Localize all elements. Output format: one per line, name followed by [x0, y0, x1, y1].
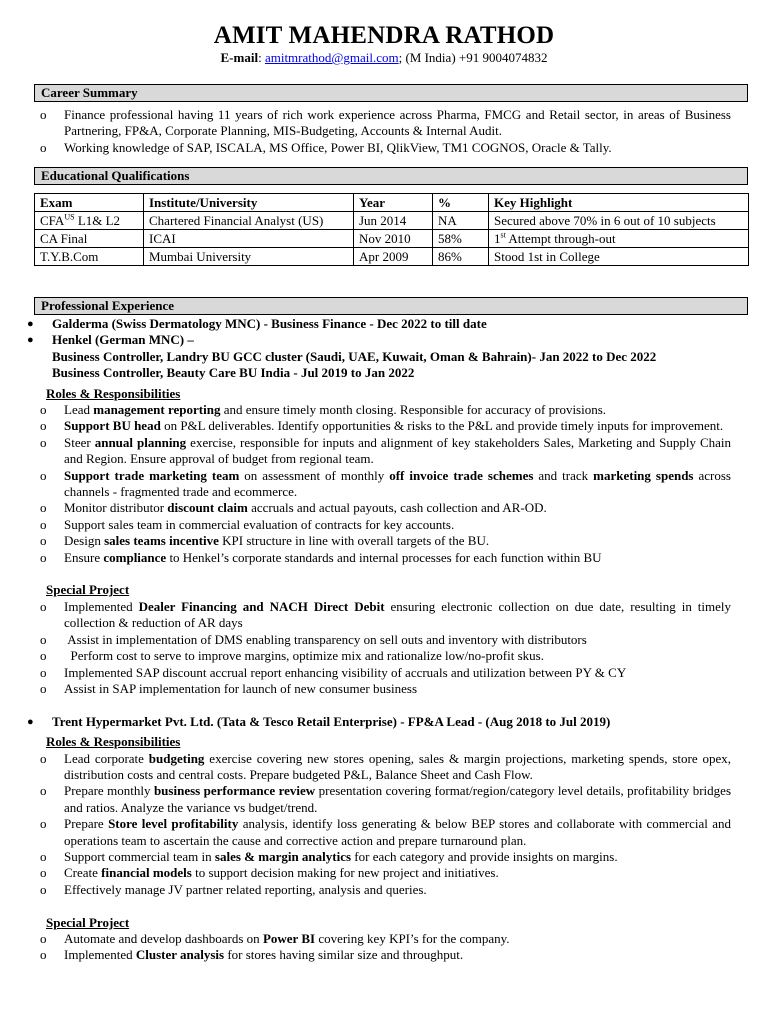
bold-phrase: budgeting — [148, 750, 205, 766]
list-item — [0, 882, 768, 898]
hollow-bullet: o — [40, 750, 47, 766]
bold-phrase: annual planning — [94, 434, 187, 450]
item-text — [64, 402, 606, 417]
hollow-bullet: o — [40, 107, 47, 122]
henkel-role-line: Business Controller, Landry BU GCC cluster (Saudi, UAE, Kuwait, Oman & Bahrain)- Jan 2022 to Dec 2022 — [52, 348, 657, 364]
exam-cell-superscript: US — [64, 212, 75, 222]
item-text — [64, 865, 499, 880]
column-header: Institute/University — [144, 194, 354, 212]
bold-phrase: financial models — [101, 865, 192, 881]
column-header: Exam — [35, 194, 144, 212]
roles-heading: Roles & Responsibilities — [46, 734, 181, 750]
exam-cell-text: CFA — [40, 213, 65, 228]
highlight-cell-text: Secured above 70% in 6 out of 10 subjects — [494, 213, 716, 228]
hollow-bullet: o — [40, 881, 47, 897]
bold-phrase: Power BI — [262, 930, 316, 946]
semicolon-separator: ; — [398, 50, 406, 65]
hollow-bullet: o — [40, 930, 47, 946]
text-run: to support decision making for new project and initiatives. — [191, 865, 499, 881]
hollow-bullet: o — [40, 139, 47, 155]
hollow-bullet: o — [40, 598, 47, 614]
bold-phrase: business performance review — [153, 783, 316, 799]
text-run: for each category and provide insights on margins. — [351, 848, 618, 864]
highlight-cell — [489, 248, 749, 266]
hollow-bullet: o — [40, 664, 47, 680]
text-run: presentation covering format/region/category level details, profitability bridges and ratios. Analyze the variance vs budget/trend. — [64, 783, 735, 815]
company-title: Henkel (German MNC) – — [52, 332, 194, 348]
item-text — [64, 435, 734, 466]
institute-cell: Chartered Financial Analyst (US) — [144, 212, 354, 230]
text-run: analysis, identify loss generating & below BEP stores and collaborate with commercial and operations team to ascertain the cause and corrective action and prepare turnaround plan. — [64, 816, 735, 848]
text-run: Implemented SAP discount accrual report enhancing visibility of accruals and utilization between PY & CY — [64, 664, 627, 680]
text-run: Prepare — [64, 816, 109, 832]
text-run: to Henkel’s corporate standards and internal processes for each function within BU — [166, 549, 602, 565]
list-item — [0, 947, 768, 963]
text-run: on assessment of monthly — [239, 467, 390, 483]
text-run: and track — [533, 467, 594, 483]
list-item — [0, 681, 768, 697]
item-text — [64, 882, 427, 897]
list-item — [0, 751, 768, 784]
bold-phrase: Store level profitability — [108, 816, 239, 832]
list-item — [0, 435, 768, 468]
hollow-bullet: o — [40, 434, 47, 450]
spacer — [0, 697, 768, 713]
text-run: Assist in implementation of DMS enabling transparency on sell outs and inventory with distributors — [64, 631, 587, 647]
percent-cell: 58% — [433, 230, 489, 248]
item-text — [64, 783, 734, 814]
bold-phrase: Cluster analysis — [135, 947, 225, 963]
bold-phrase: compliance — [103, 549, 167, 565]
item-text — [64, 418, 723, 433]
list-item — [0, 783, 768, 816]
item-text — [64, 517, 454, 532]
career-summary-list — [0, 107, 768, 156]
text-run: Lead corporate — [64, 750, 149, 766]
text-run: Design — [64, 533, 105, 549]
list-item — [0, 140, 768, 156]
text-run: exercise covering new stores opening, sales & margin projections, marketing spends, store opex, distribution costs and central costs. Prepare budgeted P&L, Balance Sheet and Cash Flow. — [64, 750, 735, 782]
text-run: Create — [64, 865, 102, 881]
list-item — [0, 648, 768, 664]
item-text — [64, 107, 734, 138]
special-project-heading: Special Project — [46, 914, 130, 930]
bold-phrase: Support BU head — [64, 418, 161, 434]
main-bullet: ● — [27, 715, 34, 728]
hollow-bullet: o — [40, 467, 47, 483]
table-row — [35, 248, 749, 266]
year-cell: Jun 2014 — [354, 212, 433, 230]
section-heading-career-summary: Career Summary — [34, 84, 748, 102]
exam-cell — [35, 230, 144, 248]
bold-phrase: sales teams incentive — [104, 533, 219, 549]
item-text — [64, 665, 626, 680]
text-run: across channels - fragmented trade and ecommerce. — [64, 467, 735, 500]
company-henkel — [0, 332, 768, 348]
main-bullet: ● — [27, 334, 34, 347]
item-text — [64, 816, 734, 847]
text-run: accruals and actual payouts, cash collection and AR-OD. — [247, 500, 547, 516]
bold-phrase: management reporting — [93, 402, 221, 418]
hollow-bullet: o — [40, 947, 47, 963]
item-text — [64, 140, 612, 155]
highlight-cell-text: Stood 1st in College — [494, 249, 600, 264]
list-item — [0, 418, 768, 434]
bold-phrase: Support trade marketing team — [64, 467, 240, 483]
hollow-bullet: o — [40, 816, 47, 832]
column-header: Key Highlight — [489, 194, 749, 212]
section-heading-professional-experience: Professional Experience — [34, 297, 748, 315]
henkel-roles-list — [0, 402, 768, 566]
highlight-cell-text-suffix: Attempt through-out — [505, 231, 616, 246]
henkel-role-line: Business Controller, Beauty Care BU India - Jul 2019 to Jan 2022 — [52, 365, 415, 381]
list-item — [0, 533, 768, 549]
year-cell: Nov 2010 — [354, 230, 433, 248]
colon-separator: : — [258, 50, 265, 65]
item-text — [64, 533, 489, 548]
text-run: on P&L deliverables. Identify opportunities & risks to the P&L and provide timely inputs for improvement. — [160, 418, 724, 434]
list-item — [0, 665, 768, 681]
list-item — [0, 402, 768, 418]
contact-line — [0, 50, 768, 66]
email-label: E-mail — [220, 50, 259, 65]
text-run: KPI structure in line with overall targets of the BU. — [218, 533, 490, 549]
company-title: Trent Hypermarket Pvt. Ltd. (Tata & Tesco Retail Enterprise) - FP&A Lead - (Aug 2018 to Jul 2019) — [52, 713, 611, 729]
item-text — [64, 599, 734, 630]
item-text — [64, 500, 547, 515]
education-table — [34, 193, 749, 266]
hollow-bullet: o — [40, 648, 47, 664]
text-run: covering key KPI’s for the company. — [315, 930, 510, 946]
list-item — [0, 816, 768, 849]
text-run: Perform cost to serve to improve margins, optimize mix and rationalize low/no-profit skus. — [64, 648, 544, 664]
list-item — [0, 849, 768, 865]
list-item — [0, 599, 768, 632]
trent-roles-list — [0, 751, 768, 899]
hollow-bullet: o — [40, 680, 47, 696]
hollow-bullet: o — [40, 783, 47, 799]
column-header: % — [433, 194, 489, 212]
item-text — [64, 632, 587, 647]
special-project-heading: Special Project — [46, 582, 130, 598]
highlight-cell — [489, 230, 749, 248]
bold-phrase: marketing spends — [593, 467, 694, 483]
text-run: Automate and develop dashboards on — [64, 930, 263, 946]
list-item — [0, 468, 768, 501]
text-run: Assist in SAP implementation for launch of new consumer business — [64, 680, 418, 696]
hollow-bullet: o — [40, 865, 47, 881]
item-text — [64, 849, 618, 864]
exam-cell-text: T.Y.B.Com — [40, 249, 99, 264]
institute-cell: ICAI — [144, 230, 354, 248]
text-run: Effectively manage JV partner related reporting, analysis and queries. — [64, 881, 427, 897]
list-item — [0, 632, 768, 648]
henkel-projects-list — [0, 599, 768, 697]
item-text — [64, 931, 510, 946]
item-text — [64, 550, 602, 565]
text-run: Finance professional having 11 years of rich work experience across Pharma, FMCG and Retail sector, in areas of Business Partnering, FP&A, Corporate Planning, MIS-Budgeting, Accounts & Internal Audit. — [64, 107, 735, 139]
text-run: and ensure timely month closing. Responsible for accuracy of provisions. — [220, 402, 607, 418]
list-item — [0, 865, 768, 881]
item-text — [64, 947, 463, 962]
text-run: Lead — [64, 402, 94, 418]
text-run: Prepare monthly — [64, 783, 154, 799]
roles-heading: Roles & Responsibilities — [46, 385, 181, 401]
list-item — [0, 550, 768, 566]
hollow-bullet: o — [40, 848, 47, 864]
experience-block — [0, 316, 768, 964]
text-run: exercise, responsible for inputs and alignment of key stakeholders Sales, Marketing and Supply Chain and Region. Ensure approval of budget from regional team. — [64, 434, 735, 467]
bold-phrase: Dealer Financing and NACH Direct Debit — [138, 598, 385, 614]
text-run: Ensure — [64, 549, 104, 565]
column-header: Year — [354, 194, 433, 212]
item-text — [64, 468, 734, 499]
item-text — [64, 648, 544, 663]
main-bullet: ● — [27, 318, 34, 330]
percent-cell: NA — [433, 212, 489, 230]
table-row — [35, 212, 749, 230]
email-link[interactable]: amitmrathod@gmail.com — [264, 50, 399, 65]
exam-cell — [35, 212, 144, 230]
text-run: Implemented — [64, 947, 136, 963]
bold-phrase: discount claim — [167, 500, 248, 516]
section-heading-education: Educational Qualifications — [34, 167, 748, 185]
bold-phrase: off invoice trade schemes — [389, 467, 534, 483]
hollow-bullet: o — [40, 500, 47, 516]
company-trent — [0, 714, 768, 730]
exam-cell-text: CA Final — [40, 231, 88, 246]
item-text — [64, 681, 417, 696]
list-item — [0, 517, 768, 533]
text-run: ensuring electronic collection on due date, resulting in timely collection & reduction of AR days — [64, 598, 735, 631]
text-run: Monitor distributor — [64, 500, 168, 516]
highlight-cell-text: 1 — [494, 231, 501, 246]
item-text — [64, 751, 734, 782]
exam-cell — [35, 248, 144, 266]
bold-phrase: sales & margin analytics — [214, 848, 352, 864]
hollow-bullet: o — [40, 549, 47, 565]
trent-projects-list — [0, 931, 768, 964]
hollow-bullet: o — [40, 533, 47, 549]
list-item — [0, 107, 768, 140]
text-run: for stores having similar size and throughput. — [224, 947, 464, 963]
hollow-bullet: o — [40, 516, 47, 532]
phone-number: (M India) +91 9004074832 — [405, 50, 548, 65]
text-run: Steer — [64, 434, 95, 450]
text-run: Support sales team in commercial evaluation of contracts for key accounts. — [64, 516, 455, 532]
year-cell: Apr 2009 — [354, 248, 433, 266]
spacer — [0, 898, 768, 914]
highlight-cell — [489, 212, 749, 230]
exam-cell-text-suffix: L1& L2 — [74, 213, 121, 228]
highlight-cell-superscript: st — [500, 230, 506, 240]
candidate-name: AMIT MAHENDRA RATHOD — [213, 22, 555, 49]
institute-cell: Mumbai University — [144, 248, 354, 266]
text-run: Implemented — [64, 598, 139, 614]
list-item — [0, 500, 768, 516]
hollow-bullet: o — [40, 402, 47, 418]
spacer — [0, 566, 768, 582]
table-row — [35, 230, 749, 248]
career-summary-list-wrap — [0, 107, 768, 156]
hollow-bullet: o — [40, 631, 47, 647]
education-table-body — [35, 212, 749, 266]
company-title: Galderma (Swiss Dermatology MNC) - Business Finance - Dec 2022 to till date — [52, 316, 487, 331]
list-item — [0, 931, 768, 947]
education-header-row — [35, 194, 749, 212]
hollow-bullet: o — [40, 418, 47, 434]
text-run: Support commercial team in — [64, 848, 215, 864]
text-run: Working knowledge of SAP, ISCALA, MS Office, Power BI, QlikView, TM1 COGNOS, Oracle & Tally. — [64, 139, 612, 155]
company-galderma — [0, 316, 768, 332]
percent-cell: 86% — [433, 248, 489, 266]
